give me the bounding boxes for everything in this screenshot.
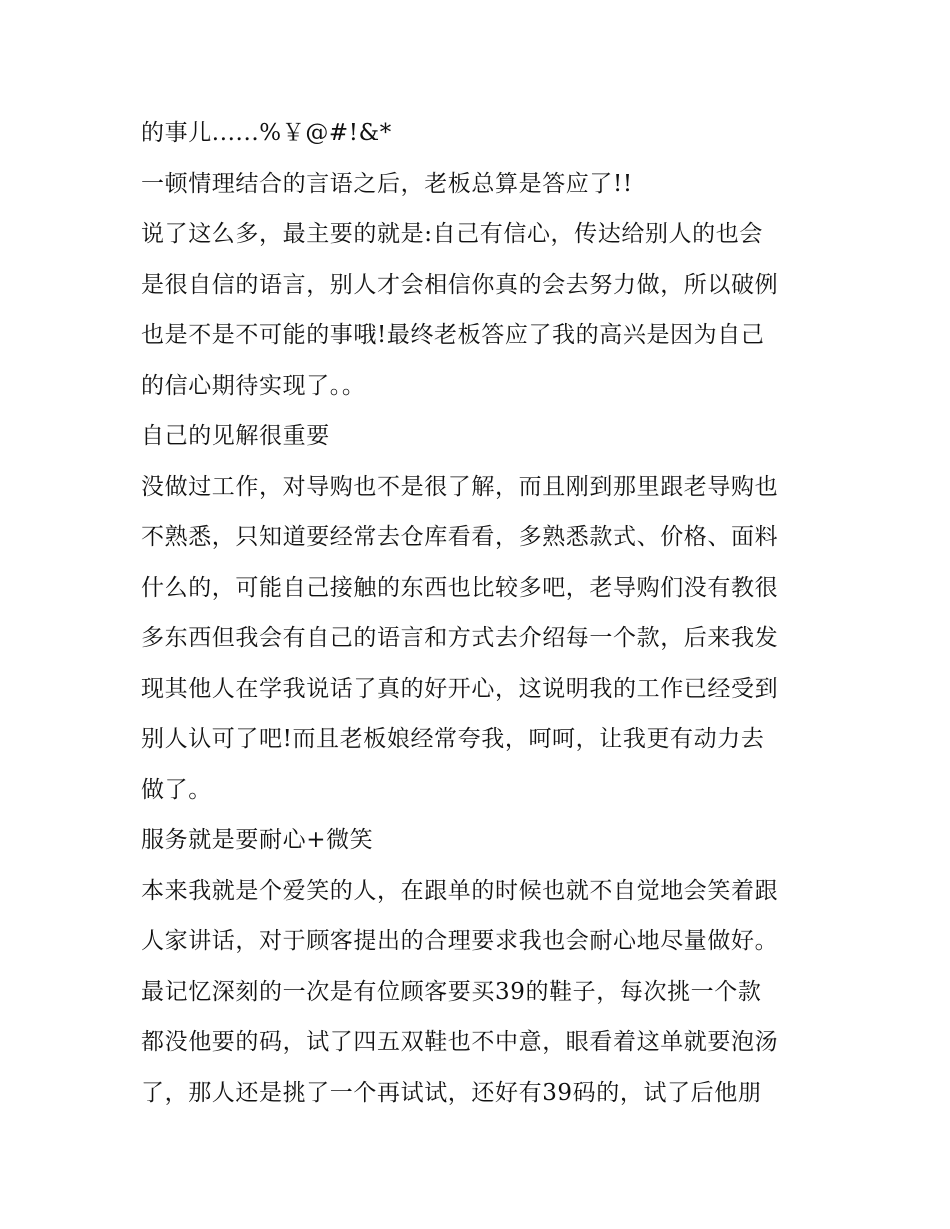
text-line: 本来我就是个爱笑的人，在跟单的时候也就不自觉地会笑着跟 (141, 877, 779, 904)
section-heading: 自己的见解很重要 (141, 423, 330, 449)
text-line: 的事儿......%￥@#!&* (141, 120, 392, 146)
text-line: 多东西但我会有自己的语言和方式去介绍每一个款，后来我发 (141, 625, 779, 651)
text-line: 人家讲话，对于顾客提出的合理要求我也会耐心地尽量做好。 (141, 928, 779, 954)
text-line: 别人认可了吧!而且老板娘经常夸我，呵呵，让我更有动力去 (141, 726, 765, 752)
text-line: 最记忆深刻的一次是有位顾客要买39的鞋子，每次挑一个款 (141, 978, 762, 1005)
text-line: 一顿情理结合的言语之后，老板总算是答应了!! (141, 170, 633, 197)
text-line: 是很自信的语言，别人才会相信你真的会去努力做，所以破例 (141, 271, 779, 298)
text-line: 什么的，可能自己接触的东西也比较多吧，老导购们没有教很 (141, 574, 779, 601)
text-line: 也是不是不可能的事哦!最终老板答应了我的高兴是因为自己 (141, 322, 765, 348)
text-line: 不熟悉，只知道要经常去仓库看看，多熟悉款式、价格、面料 (141, 524, 779, 550)
text-line: 做了。 (141, 776, 212, 803)
text-line: 说了这么多，最主要的就是:自己有信心，传达给别人的也会 (141, 221, 763, 247)
section-heading: 服务就是要耐心+微笑 (141, 827, 374, 853)
text-line: 都没他要的码，试了四五双鞋也不中意，眼看着这单就要泡汤 (141, 1029, 779, 1055)
text-line: 了，那人还是挑了一个再试试，还好有39码的，试了后他朋 (141, 1079, 762, 1106)
document-body (141, 108, 821, 1118)
text-line: 没做过工作，对导购也不是很了解，而且刚到那里跟老导购也 (141, 473, 779, 500)
text-line: 的信心期待实现了。。 (141, 372, 366, 399)
text-line: 现其他人在学我说话了真的好开心，这说明我的工作已经受到 (141, 675, 779, 702)
